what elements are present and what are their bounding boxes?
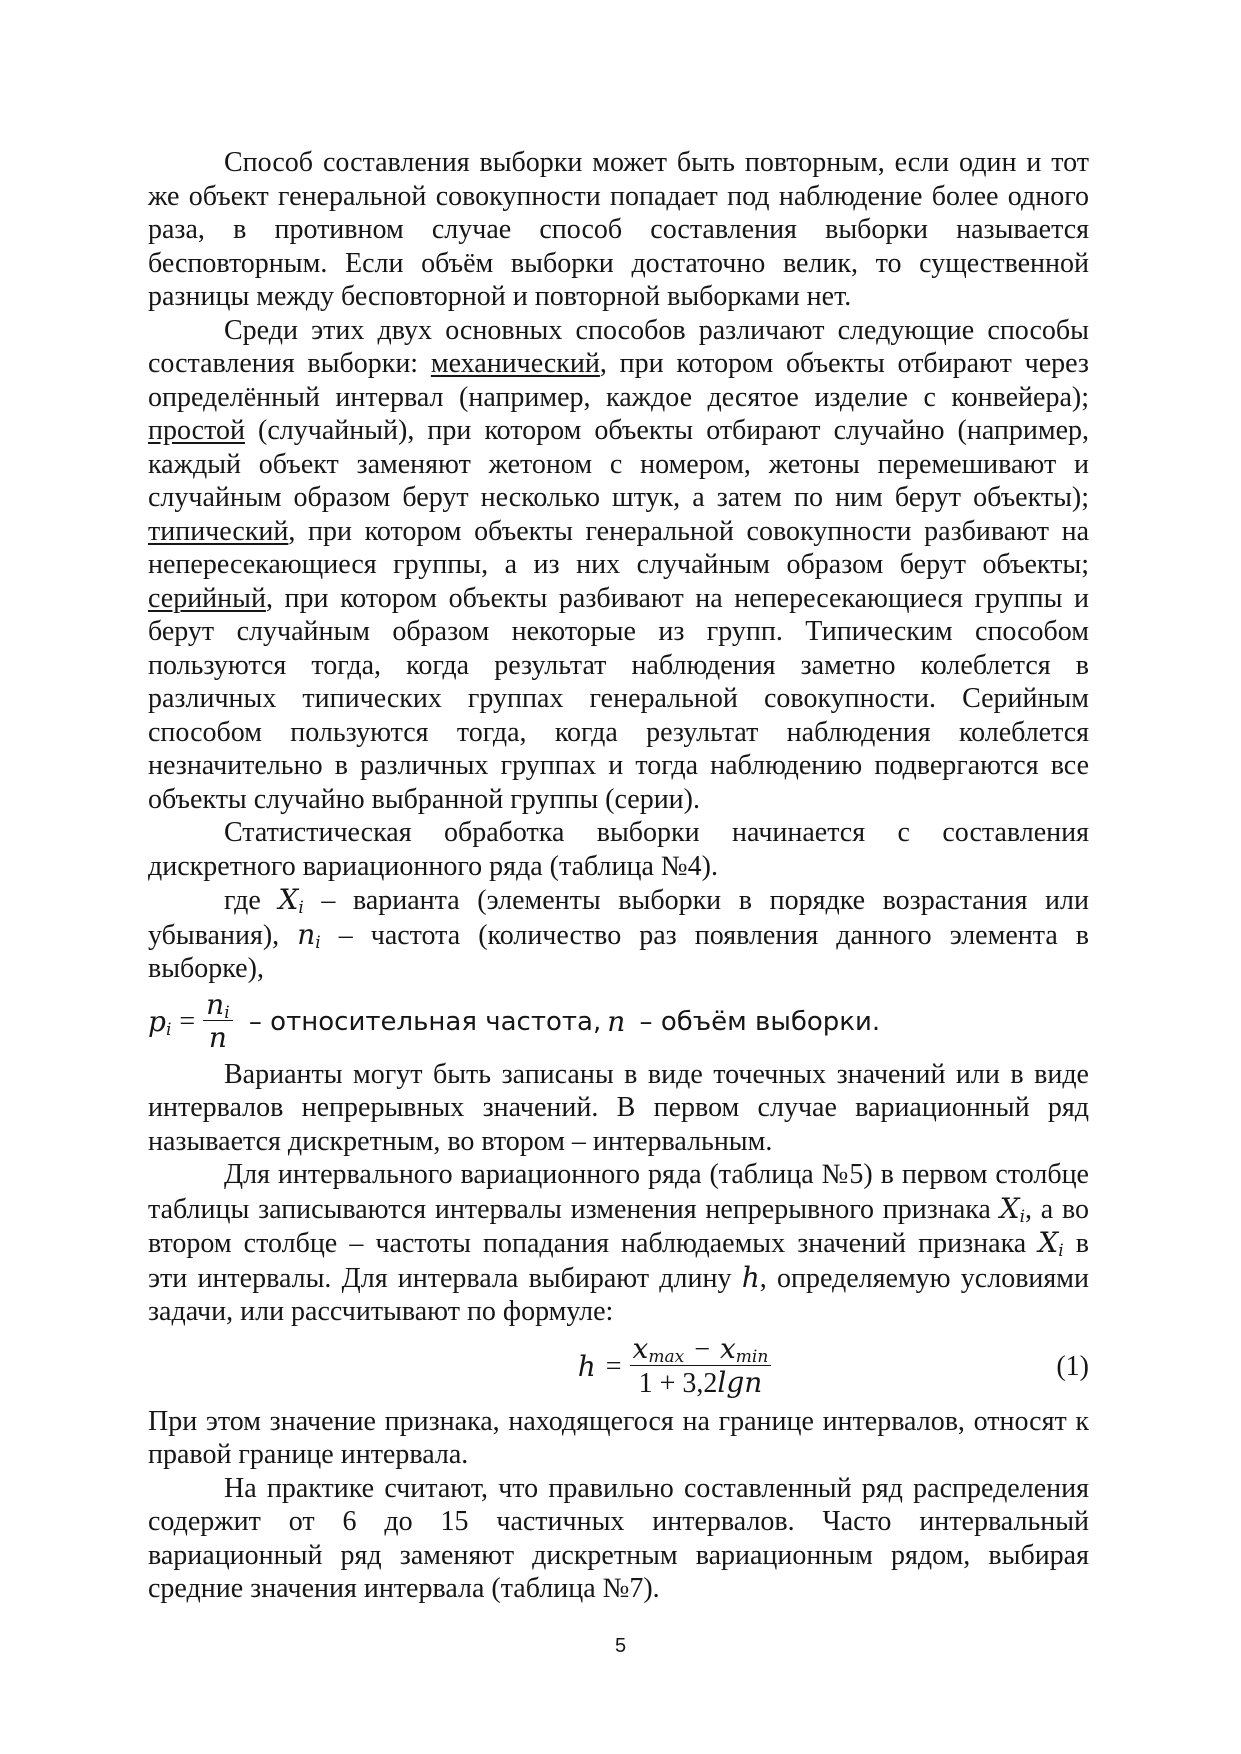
text-span: , определяемую условиями задачи, или рассчитывают по формуле:	[148, 1262, 1089, 1327]
fraction-numerator: $x_{max} - x_{min}$	[630, 1333, 772, 1366]
text-span: – объём выборки.	[631, 1006, 881, 1037]
paragraph-interval-series	[148, 1158, 1089, 1329]
paragraph-boundary-rule: При этом значение признака, находящегося на границе интервалов, относят к правой границе интервала.	[148, 1405, 1089, 1470]
text-span: , при котором объекты разбивают на непересекающиеся группы и берут случайным образом некоторые из групп. Типическим способом пользуются тогда, когда результат наблюдения заметно колеблется в различных типических группах генеральной совокупности. Серийным способом пользуются тогда, когда результат наблюдения колеблется незначительно в различных группах и тогда наблюдению подвергаются все объекты случайно выбранной группы (серии).	[148, 582, 1089, 815]
paragraph-sampling-method: Способ составления выборки может быть повторным, если один и тот же объект генеральной совокупности попадает под наблюдение более одного раза, в противном случае способ составления выборки называется бесповторным. Если объём выборки достаточно велик, то существенной разницы между бесповторной и повторной выборками нет.	[148, 147, 1089, 312]
paragraph-statistical-processing: Статистическая обработка выборки начинается с составления дискретного вариационного ряда (таблица №4).	[148, 817, 1089, 882]
formula-interval-length	[148, 1329, 1089, 1405]
formula-number: (1)	[1056, 1350, 1089, 1382]
text-span: – относительная частота,	[240, 1006, 602, 1037]
term-simple: простой	[148, 415, 245, 446]
math-n: n	[607, 1005, 626, 1038]
fraction-numerator: $n_i$	[203, 989, 232, 1021]
paragraph-sampling-types	[148, 314, 1089, 817]
fraction-denominator: n	[208, 1021, 227, 1054]
text-span: – варианта (элементы выборки в порядке возрастания или убывания),	[148, 885, 1089, 951]
text-span: , а во втором столбце – частоты попадания наблюдаемых значений признака	[148, 1193, 1089, 1259]
math-x-i: $X_i$	[1038, 1226, 1064, 1261]
math-x-i: $X_i$	[278, 883, 304, 918]
math-n-i: $n_i$	[297, 917, 321, 953]
equals-sign: =	[605, 1350, 622, 1382]
text-span: где	[224, 885, 279, 916]
page-body	[148, 146, 1089, 1606]
text-span: , при котором объекты генеральной совокупности разбивают на непересекающиеся группы, а из них случайным образом берут объекты;	[148, 515, 1089, 580]
term-mechanical: механический	[430, 348, 600, 379]
math-x-i: $X_i$	[999, 1191, 1025, 1227]
fraction-range-over-sturges	[630, 1333, 772, 1400]
formula-expression	[578, 1333, 780, 1400]
page-number: 5	[614, 1635, 627, 1657]
paragraph-practice: На практике считают, что правильно составленный ряд распределения содержит от 6 до 15 частичных интервалов. Часто интервальный вариационный ряд заменяют дискретным вариационным рядом, выбирая средние значения интервала (таблица №7).	[148, 1472, 1089, 1604]
equals-sign: =	[179, 1005, 196, 1037]
math-h: h	[741, 1260, 760, 1294]
text-span: Для интервального вариационного ряда (таблица №5) в первом столбце таблицы записываются интервалы изменения непрерывного признака	[148, 1159, 1089, 1225]
fraction-n-i-over-n	[203, 989, 232, 1054]
text-span: (случайный), при котором объекты отбирают случайно (например, каждый объект заменяют жетоном с номером, жетоны перемешивают и случайным образом берут несколько штук, а затем по ним берут объекты);	[148, 415, 1089, 513]
paragraph-variant-forms: Варианты могут быть записаны в виде точечных значений или в виде интервалов непрерывных значений. В первом случае вариационный ряд называется дискретным, во втором – интервальным.	[148, 1058, 1089, 1157]
math-p-i: $p_i$	[148, 1005, 172, 1040]
text-span: в эти интервалы. Для интервала выбирают длину	[148, 1228, 1089, 1294]
text-span: Среди этих двух основных способов различают следующие способы составления выборки:	[148, 314, 1089, 379]
paragraph-variant-definition	[148, 883, 1089, 986]
term-typical: типический	[148, 515, 289, 547]
text-span: – частота (количество раз появления данного элемента в выборке),	[148, 919, 1090, 984]
text-span: , при котором объекты отбирают через определённый интервал (например, каждое десятое изделие с конвейера);	[148, 348, 1089, 413]
fraction-denominator: 1 + 3,2lgn	[638, 1366, 763, 1399]
relative-frequency-line	[148, 986, 1089, 1058]
math-h: h	[577, 1350, 596, 1383]
term-serial: серийный	[148, 582, 266, 614]
